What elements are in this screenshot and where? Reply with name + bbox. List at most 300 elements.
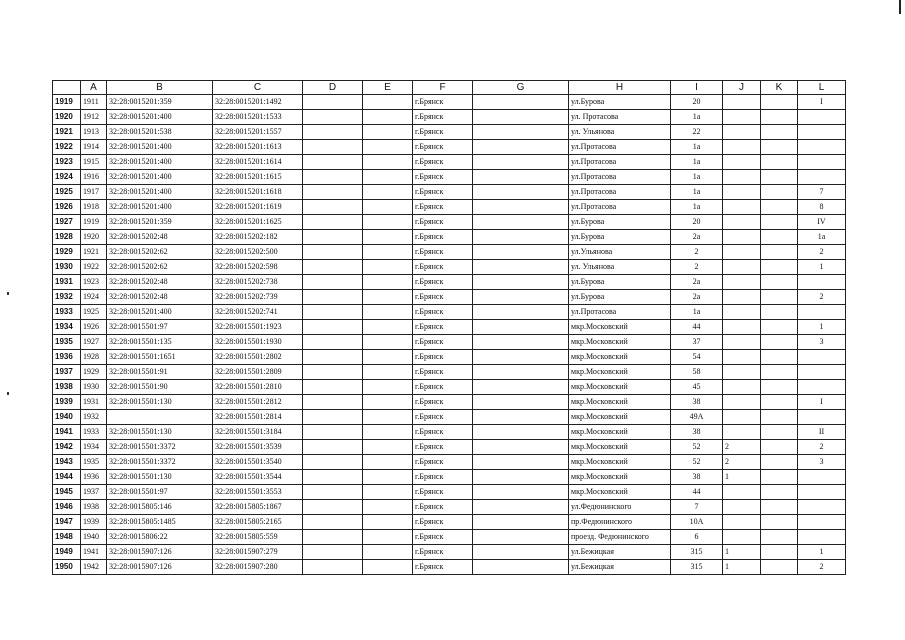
cell-col-f[interactable]: г.Брянск (413, 140, 473, 155)
row-number[interactable]: 1920 (53, 110, 81, 125)
cell-col-f[interactable]: г.Брянск (413, 440, 473, 455)
cell-col-i[interactable]: 1а (671, 305, 723, 320)
cell-col-h[interactable]: ул.Протасова (569, 305, 671, 320)
cell-col-g[interactable] (473, 305, 569, 320)
cell-col-h[interactable]: мкр.Московский (569, 440, 671, 455)
cell-col-a[interactable]: 1939 (81, 515, 107, 530)
column-header[interactable]: B (107, 81, 213, 95)
cell-col-b[interactable]: 32:28:0015202:48 (107, 290, 213, 305)
row-number[interactable]: 1945 (53, 485, 81, 500)
cell-col-h[interactable]: мкр.Московский (569, 320, 671, 335)
cell-col-f[interactable]: г.Брянск (413, 335, 473, 350)
cell-col-e[interactable] (363, 395, 413, 410)
cell-col-a[interactable]: 1922 (81, 260, 107, 275)
cell-col-i[interactable]: 10А (671, 515, 723, 530)
cell-col-j[interactable]: 1 (723, 545, 761, 560)
cell-col-h[interactable]: мкр.Московский (569, 410, 671, 425)
cell-col-l[interactable] (798, 500, 846, 515)
cell-col-d[interactable] (303, 245, 363, 260)
cell-col-a[interactable]: 1936 (81, 470, 107, 485)
cell-col-a[interactable]: 1937 (81, 485, 107, 500)
cell-col-k[interactable] (761, 455, 798, 470)
cell-col-a[interactable]: 1914 (81, 140, 107, 155)
cell-col-c[interactable]: 32:28:0015501:2814 (213, 410, 303, 425)
cell-col-h[interactable]: ул.Бурова (569, 290, 671, 305)
cell-col-g[interactable] (473, 140, 569, 155)
cell-col-j[interactable] (723, 155, 761, 170)
cell-col-h[interactable]: ул.Протасова (569, 185, 671, 200)
cell-col-k[interactable] (761, 110, 798, 125)
cell-col-f[interactable]: г.Брянск (413, 215, 473, 230)
cell-col-g[interactable] (473, 320, 569, 335)
cell-col-j[interactable] (723, 515, 761, 530)
cell-col-i[interactable]: 315 (671, 545, 723, 560)
cell-col-h[interactable]: ул.Бурова (569, 95, 671, 110)
cell-col-i[interactable]: 54 (671, 350, 723, 365)
cell-col-e[interactable] (363, 170, 413, 185)
cell-col-l[interactable] (798, 350, 846, 365)
cell-col-a[interactable]: 1933 (81, 425, 107, 440)
cell-col-j[interactable] (723, 305, 761, 320)
cell-col-g[interactable] (473, 485, 569, 500)
cell-col-a[interactable]: 1926 (81, 320, 107, 335)
cell-col-c[interactable]: 32:28:0015201:1619 (213, 200, 303, 215)
cell-col-f[interactable]: г.Брянск (413, 485, 473, 500)
cell-col-i[interactable]: 2 (671, 245, 723, 260)
cell-col-a[interactable]: 1916 (81, 170, 107, 185)
cell-col-g[interactable] (473, 350, 569, 365)
cell-col-l[interactable]: I (798, 95, 846, 110)
cell-col-a[interactable]: 1920 (81, 230, 107, 245)
cell-col-c[interactable]: 32:28:0015201:1614 (213, 155, 303, 170)
cell-col-c[interactable]: 32:28:0015501:1923 (213, 320, 303, 335)
cell-col-i[interactable]: 44 (671, 485, 723, 500)
cell-col-f[interactable]: г.Брянск (413, 185, 473, 200)
row-number[interactable]: 1932 (53, 290, 81, 305)
cell-col-g[interactable] (473, 470, 569, 485)
row-number[interactable]: 1937 (53, 365, 81, 380)
cell-col-g[interactable] (473, 440, 569, 455)
cell-col-h[interactable]: ул.Федюнинского (569, 500, 671, 515)
cell-col-k[interactable] (761, 290, 798, 305)
cell-col-h[interactable]: мкр.Московский (569, 470, 671, 485)
cell-col-g[interactable] (473, 545, 569, 560)
cell-col-d[interactable] (303, 515, 363, 530)
cell-col-j[interactable] (723, 125, 761, 140)
cell-col-j[interactable] (723, 275, 761, 290)
cell-col-f[interactable]: г.Брянск (413, 110, 473, 125)
cell-col-j[interactable] (723, 395, 761, 410)
cell-col-d[interactable] (303, 200, 363, 215)
cell-col-b[interactable]: 32:28:0015501:91 (107, 365, 213, 380)
cell-col-a[interactable]: 1919 (81, 215, 107, 230)
cell-col-f[interactable]: г.Брянск (413, 305, 473, 320)
cell-col-k[interactable] (761, 500, 798, 515)
cell-col-k[interactable] (761, 230, 798, 245)
cell-col-a[interactable]: 1913 (81, 125, 107, 140)
cell-col-h[interactable]: ул. Ульянова (569, 125, 671, 140)
cell-col-j[interactable] (723, 320, 761, 335)
cell-col-b[interactable]: 32:28:0015805:146 (107, 500, 213, 515)
cell-col-c[interactable]: 32:28:0015501:3184 (213, 425, 303, 440)
cell-col-l[interactable] (798, 170, 846, 185)
cell-col-c[interactable]: 32:28:0015201:1492 (213, 95, 303, 110)
cell-col-h[interactable]: мкр.Московский (569, 350, 671, 365)
cell-col-e[interactable] (363, 290, 413, 305)
cell-col-h[interactable]: ул.Бурова (569, 275, 671, 290)
cell-col-a[interactable]: 1911 (81, 95, 107, 110)
cell-col-g[interactable] (473, 335, 569, 350)
cell-col-f[interactable]: г.Брянск (413, 380, 473, 395)
row-number[interactable]: 1950 (53, 560, 81, 575)
cell-col-a[interactable]: 1941 (81, 545, 107, 560)
row-number[interactable]: 1930 (53, 260, 81, 275)
cell-col-k[interactable] (761, 380, 798, 395)
cell-col-a[interactable]: 1938 (81, 500, 107, 515)
cell-col-e[interactable] (363, 185, 413, 200)
cell-col-f[interactable]: г.Брянск (413, 560, 473, 575)
cell-col-k[interactable] (761, 515, 798, 530)
cell-col-b[interactable]: 32:28:0015501:97 (107, 485, 213, 500)
row-number[interactable]: 1926 (53, 200, 81, 215)
cell-col-f[interactable]: г.Брянск (413, 365, 473, 380)
cell-col-c[interactable]: 32:28:0015501:3553 (213, 485, 303, 500)
cell-col-k[interactable] (761, 170, 798, 185)
cell-col-i[interactable]: 2а (671, 290, 723, 305)
cell-col-l[interactable]: 2 (798, 245, 846, 260)
cell-col-f[interactable]: г.Брянск (413, 245, 473, 260)
cell-col-c[interactable]: 32:28:0015201:1625 (213, 215, 303, 230)
cell-col-k[interactable] (761, 485, 798, 500)
cell-col-d[interactable] (303, 335, 363, 350)
cell-col-c[interactable]: 32:28:0015201:1618 (213, 185, 303, 200)
cell-col-h[interactable]: ул.Бежицкая (569, 545, 671, 560)
row-number[interactable]: 1936 (53, 350, 81, 365)
cell-col-l[interactable]: 2 (798, 560, 846, 575)
cell-col-j[interactable] (723, 410, 761, 425)
cell-col-k[interactable] (761, 425, 798, 440)
cell-col-b[interactable]: 32:28:0015202:62 (107, 245, 213, 260)
cell-col-b[interactable]: 32:28:0015907:126 (107, 560, 213, 575)
cell-col-l[interactable] (798, 365, 846, 380)
cell-col-g[interactable] (473, 215, 569, 230)
cell-col-k[interactable] (761, 260, 798, 275)
row-number[interactable]: 1923 (53, 155, 81, 170)
cell-col-b[interactable]: 32:28:0015201:400 (107, 140, 213, 155)
cell-col-e[interactable] (363, 125, 413, 140)
cell-col-g[interactable] (473, 410, 569, 425)
column-header[interactable]: K (761, 81, 798, 95)
cell-col-k[interactable] (761, 440, 798, 455)
cell-col-j[interactable] (723, 200, 761, 215)
cell-col-i[interactable]: 20 (671, 215, 723, 230)
cell-col-e[interactable] (363, 350, 413, 365)
cell-col-d[interactable] (303, 395, 363, 410)
row-number[interactable]: 1924 (53, 170, 81, 185)
cell-col-g[interactable] (473, 500, 569, 515)
cell-col-b[interactable]: 32:28:0015907:126 (107, 545, 213, 560)
cell-col-f[interactable]: г.Брянск (413, 125, 473, 140)
cell-col-k[interactable] (761, 305, 798, 320)
cell-col-g[interactable] (473, 365, 569, 380)
cell-col-f[interactable]: г.Брянск (413, 425, 473, 440)
cell-col-l[interactable] (798, 155, 846, 170)
row-number[interactable]: 1946 (53, 500, 81, 515)
cell-col-g[interactable] (473, 560, 569, 575)
cell-col-c[interactable]: 32:28:0015501:2809 (213, 365, 303, 380)
cell-col-b[interactable]: 32:28:0015201:538 (107, 125, 213, 140)
cell-col-f[interactable]: г.Брянск (413, 155, 473, 170)
cell-col-e[interactable] (363, 410, 413, 425)
cell-col-d[interactable] (303, 440, 363, 455)
cell-col-l[interactable]: 8 (798, 200, 846, 215)
cell-col-k[interactable] (761, 365, 798, 380)
cell-col-d[interactable] (303, 230, 363, 245)
row-number[interactable]: 1944 (53, 470, 81, 485)
cell-col-c[interactable]: 32:28:0015501:2802 (213, 350, 303, 365)
cell-col-a[interactable]: 1931 (81, 395, 107, 410)
cell-col-h[interactable]: мкр.Московский (569, 425, 671, 440)
cell-col-d[interactable] (303, 410, 363, 425)
cell-col-l[interactable]: 1а (798, 230, 846, 245)
row-number[interactable]: 1919 (53, 95, 81, 110)
cell-col-b[interactable]: 32:28:0015501:3372 (107, 440, 213, 455)
corner-cell[interactable] (53, 81, 81, 95)
cell-col-k[interactable] (761, 275, 798, 290)
column-header[interactable]: E (363, 81, 413, 95)
cell-col-g[interactable] (473, 95, 569, 110)
cell-col-i[interactable]: 1а (671, 185, 723, 200)
cell-col-i[interactable]: 38 (671, 425, 723, 440)
cell-col-a[interactable]: 1912 (81, 110, 107, 125)
row-number[interactable]: 1941 (53, 425, 81, 440)
cell-col-j[interactable] (723, 380, 761, 395)
cell-col-d[interactable] (303, 305, 363, 320)
cell-col-e[interactable] (363, 380, 413, 395)
row-number[interactable]: 1922 (53, 140, 81, 155)
cell-col-c[interactable]: 32:28:0015805:2165 (213, 515, 303, 530)
cell-col-g[interactable] (473, 275, 569, 290)
cell-col-h[interactable]: ул.Ульянова (569, 245, 671, 260)
cell-col-c[interactable]: 32:28:0015907:279 (213, 545, 303, 560)
cell-col-a[interactable]: 1935 (81, 455, 107, 470)
cell-col-i[interactable]: 20 (671, 95, 723, 110)
cell-col-l[interactable]: I (798, 395, 846, 410)
cell-col-a[interactable]: 1927 (81, 335, 107, 350)
cell-col-k[interactable] (761, 200, 798, 215)
row-number[interactable]: 1949 (53, 545, 81, 560)
cell-col-f[interactable]: г.Брянск (413, 455, 473, 470)
cell-col-c[interactable]: 32:28:0015201:1557 (213, 125, 303, 140)
cell-col-a[interactable]: 1917 (81, 185, 107, 200)
cell-col-e[interactable] (363, 545, 413, 560)
cell-col-j[interactable] (723, 530, 761, 545)
cell-col-e[interactable] (363, 200, 413, 215)
cell-col-b[interactable]: 32:28:0015501:3372 (107, 455, 213, 470)
cell-col-f[interactable]: г.Брянск (413, 260, 473, 275)
cell-col-e[interactable] (363, 260, 413, 275)
column-header[interactable]: L (798, 81, 846, 95)
cell-col-f[interactable]: г.Брянск (413, 350, 473, 365)
cell-col-d[interactable] (303, 560, 363, 575)
cell-col-j[interactable]: 1 (723, 560, 761, 575)
cell-col-b[interactable]: 32:28:0015501:1651 (107, 350, 213, 365)
cell-col-e[interactable] (363, 470, 413, 485)
cell-col-h[interactable]: ул.Протасова (569, 200, 671, 215)
cell-col-g[interactable] (473, 515, 569, 530)
cell-col-i[interactable]: 52 (671, 455, 723, 470)
cell-col-l[interactable]: 3 (798, 335, 846, 350)
cell-col-c[interactable]: 32:28:0015202:738 (213, 275, 303, 290)
cell-col-a[interactable]: 1915 (81, 155, 107, 170)
cell-col-j[interactable] (723, 170, 761, 185)
cell-col-d[interactable] (303, 95, 363, 110)
cell-col-d[interactable] (303, 260, 363, 275)
cell-col-f[interactable]: г.Брянск (413, 500, 473, 515)
row-number[interactable]: 1939 (53, 395, 81, 410)
cell-col-b[interactable]: 32:28:0015201:359 (107, 95, 213, 110)
row-number[interactable]: 1947 (53, 515, 81, 530)
cell-col-f[interactable]: г.Брянск (413, 470, 473, 485)
cell-col-a[interactable]: 1924 (81, 290, 107, 305)
cell-col-b[interactable]: 32:28:0015501:97 (107, 320, 213, 335)
cell-col-c[interactable]: 32:28:0015202:739 (213, 290, 303, 305)
cell-col-j[interactable] (723, 335, 761, 350)
cell-col-l[interactable]: 2 (798, 290, 846, 305)
cell-col-l[interactable] (798, 515, 846, 530)
cell-col-h[interactable]: мкр.Московский (569, 395, 671, 410)
cell-col-l[interactable] (798, 485, 846, 500)
cell-col-g[interactable] (473, 530, 569, 545)
row-number[interactable]: 1940 (53, 410, 81, 425)
cell-col-h[interactable]: ул.Протасова (569, 155, 671, 170)
cell-col-l[interactable] (798, 380, 846, 395)
cell-col-i[interactable]: 1а (671, 170, 723, 185)
cell-col-j[interactable] (723, 95, 761, 110)
cell-col-d[interactable] (303, 110, 363, 125)
cell-col-k[interactable] (761, 320, 798, 335)
cell-col-f[interactable]: г.Брянск (413, 200, 473, 215)
cell-col-c[interactable]: 32:28:0015501:3544 (213, 470, 303, 485)
cell-col-d[interactable] (303, 350, 363, 365)
cell-col-e[interactable] (363, 425, 413, 440)
cell-col-k[interactable] (761, 185, 798, 200)
cell-col-f[interactable]: г.Брянск (413, 395, 473, 410)
cell-col-h[interactable]: ул.Бежицкая (569, 560, 671, 575)
cell-col-d[interactable] (303, 485, 363, 500)
cell-col-j[interactable] (723, 365, 761, 380)
cell-col-g[interactable] (473, 455, 569, 470)
cell-col-i[interactable]: 45 (671, 380, 723, 395)
cell-col-e[interactable] (363, 320, 413, 335)
cell-col-e[interactable] (363, 485, 413, 500)
cell-col-e[interactable] (363, 275, 413, 290)
cell-col-e[interactable] (363, 245, 413, 260)
cell-col-i[interactable]: 315 (671, 560, 723, 575)
cell-col-b[interactable]: 32:28:0015202:62 (107, 260, 213, 275)
cell-col-k[interactable] (761, 545, 798, 560)
cell-col-g[interactable] (473, 155, 569, 170)
cell-col-j[interactable] (723, 485, 761, 500)
cell-col-e[interactable] (363, 455, 413, 470)
cell-col-d[interactable] (303, 455, 363, 470)
cell-col-a[interactable]: 1934 (81, 440, 107, 455)
cell-col-j[interactable] (723, 215, 761, 230)
cell-col-c[interactable]: 32:28:0015805:559 (213, 530, 303, 545)
cell-col-c[interactable]: 32:28:0015202:182 (213, 230, 303, 245)
cell-col-b[interactable]: 32:28:0015201:400 (107, 200, 213, 215)
cell-col-j[interactable] (723, 110, 761, 125)
cell-col-k[interactable] (761, 560, 798, 575)
cell-col-e[interactable] (363, 305, 413, 320)
cell-col-i[interactable]: 1а (671, 110, 723, 125)
cell-col-i[interactable]: 52 (671, 440, 723, 455)
cell-col-k[interactable] (761, 215, 798, 230)
cell-col-k[interactable] (761, 245, 798, 260)
cell-col-g[interactable] (473, 200, 569, 215)
cell-col-l[interactable]: 1 (798, 545, 846, 560)
cell-col-g[interactable] (473, 110, 569, 125)
column-header[interactable]: J (723, 81, 761, 95)
cell-col-j[interactable] (723, 350, 761, 365)
cell-col-k[interactable] (761, 95, 798, 110)
cell-col-e[interactable] (363, 110, 413, 125)
column-header[interactable]: A (81, 81, 107, 95)
cell-col-b[interactable]: 32:28:0015501:130 (107, 470, 213, 485)
row-number[interactable]: 1921 (53, 125, 81, 140)
column-header[interactable]: H (569, 81, 671, 95)
cell-col-e[interactable] (363, 365, 413, 380)
cell-col-b[interactable]: 32:28:0015501:130 (107, 395, 213, 410)
cell-col-b[interactable]: 32:28:0015202:48 (107, 230, 213, 245)
cell-col-b[interactable]: 32:28:0015501:90 (107, 380, 213, 395)
cell-col-g[interactable] (473, 395, 569, 410)
cell-col-g[interactable] (473, 380, 569, 395)
cell-col-c[interactable]: 32:28:0015501:1930 (213, 335, 303, 350)
row-number[interactable]: 1934 (53, 320, 81, 335)
cell-col-a[interactable]: 1929 (81, 365, 107, 380)
cell-col-j[interactable]: 2 (723, 455, 761, 470)
cell-col-d[interactable] (303, 320, 363, 335)
cell-col-k[interactable] (761, 410, 798, 425)
cell-col-h[interactable]: мкр.Московский (569, 380, 671, 395)
cell-col-c[interactable]: 32:28:0015501:3539 (213, 440, 303, 455)
cell-col-g[interactable] (473, 125, 569, 140)
cell-col-d[interactable] (303, 365, 363, 380)
cell-col-j[interactable]: 1 (723, 470, 761, 485)
cell-col-c[interactable]: 32:28:0015907:280 (213, 560, 303, 575)
cell-col-i[interactable]: 44 (671, 320, 723, 335)
cell-col-j[interactable] (723, 425, 761, 440)
cell-col-f[interactable]: г.Брянск (413, 410, 473, 425)
cell-col-b[interactable]: 32:28:0015201:400 (107, 305, 213, 320)
cell-col-k[interactable] (761, 530, 798, 545)
cell-col-b[interactable]: 32:28:0015202:48 (107, 275, 213, 290)
row-number[interactable]: 1931 (53, 275, 81, 290)
cell-col-i[interactable]: 2а (671, 230, 723, 245)
column-header[interactable]: F (413, 81, 473, 95)
cell-col-h[interactable]: пр.Федюнинского (569, 515, 671, 530)
cell-col-a[interactable]: 1925 (81, 305, 107, 320)
cell-col-e[interactable] (363, 335, 413, 350)
row-number[interactable]: 1925 (53, 185, 81, 200)
cell-col-l[interactable] (798, 125, 846, 140)
column-header[interactable]: I (671, 81, 723, 95)
cell-col-b[interactable]: 32:28:0015201:400 (107, 155, 213, 170)
cell-col-d[interactable] (303, 185, 363, 200)
cell-col-c[interactable]: 32:28:0015202:741 (213, 305, 303, 320)
cell-col-f[interactable]: г.Брянск (413, 320, 473, 335)
